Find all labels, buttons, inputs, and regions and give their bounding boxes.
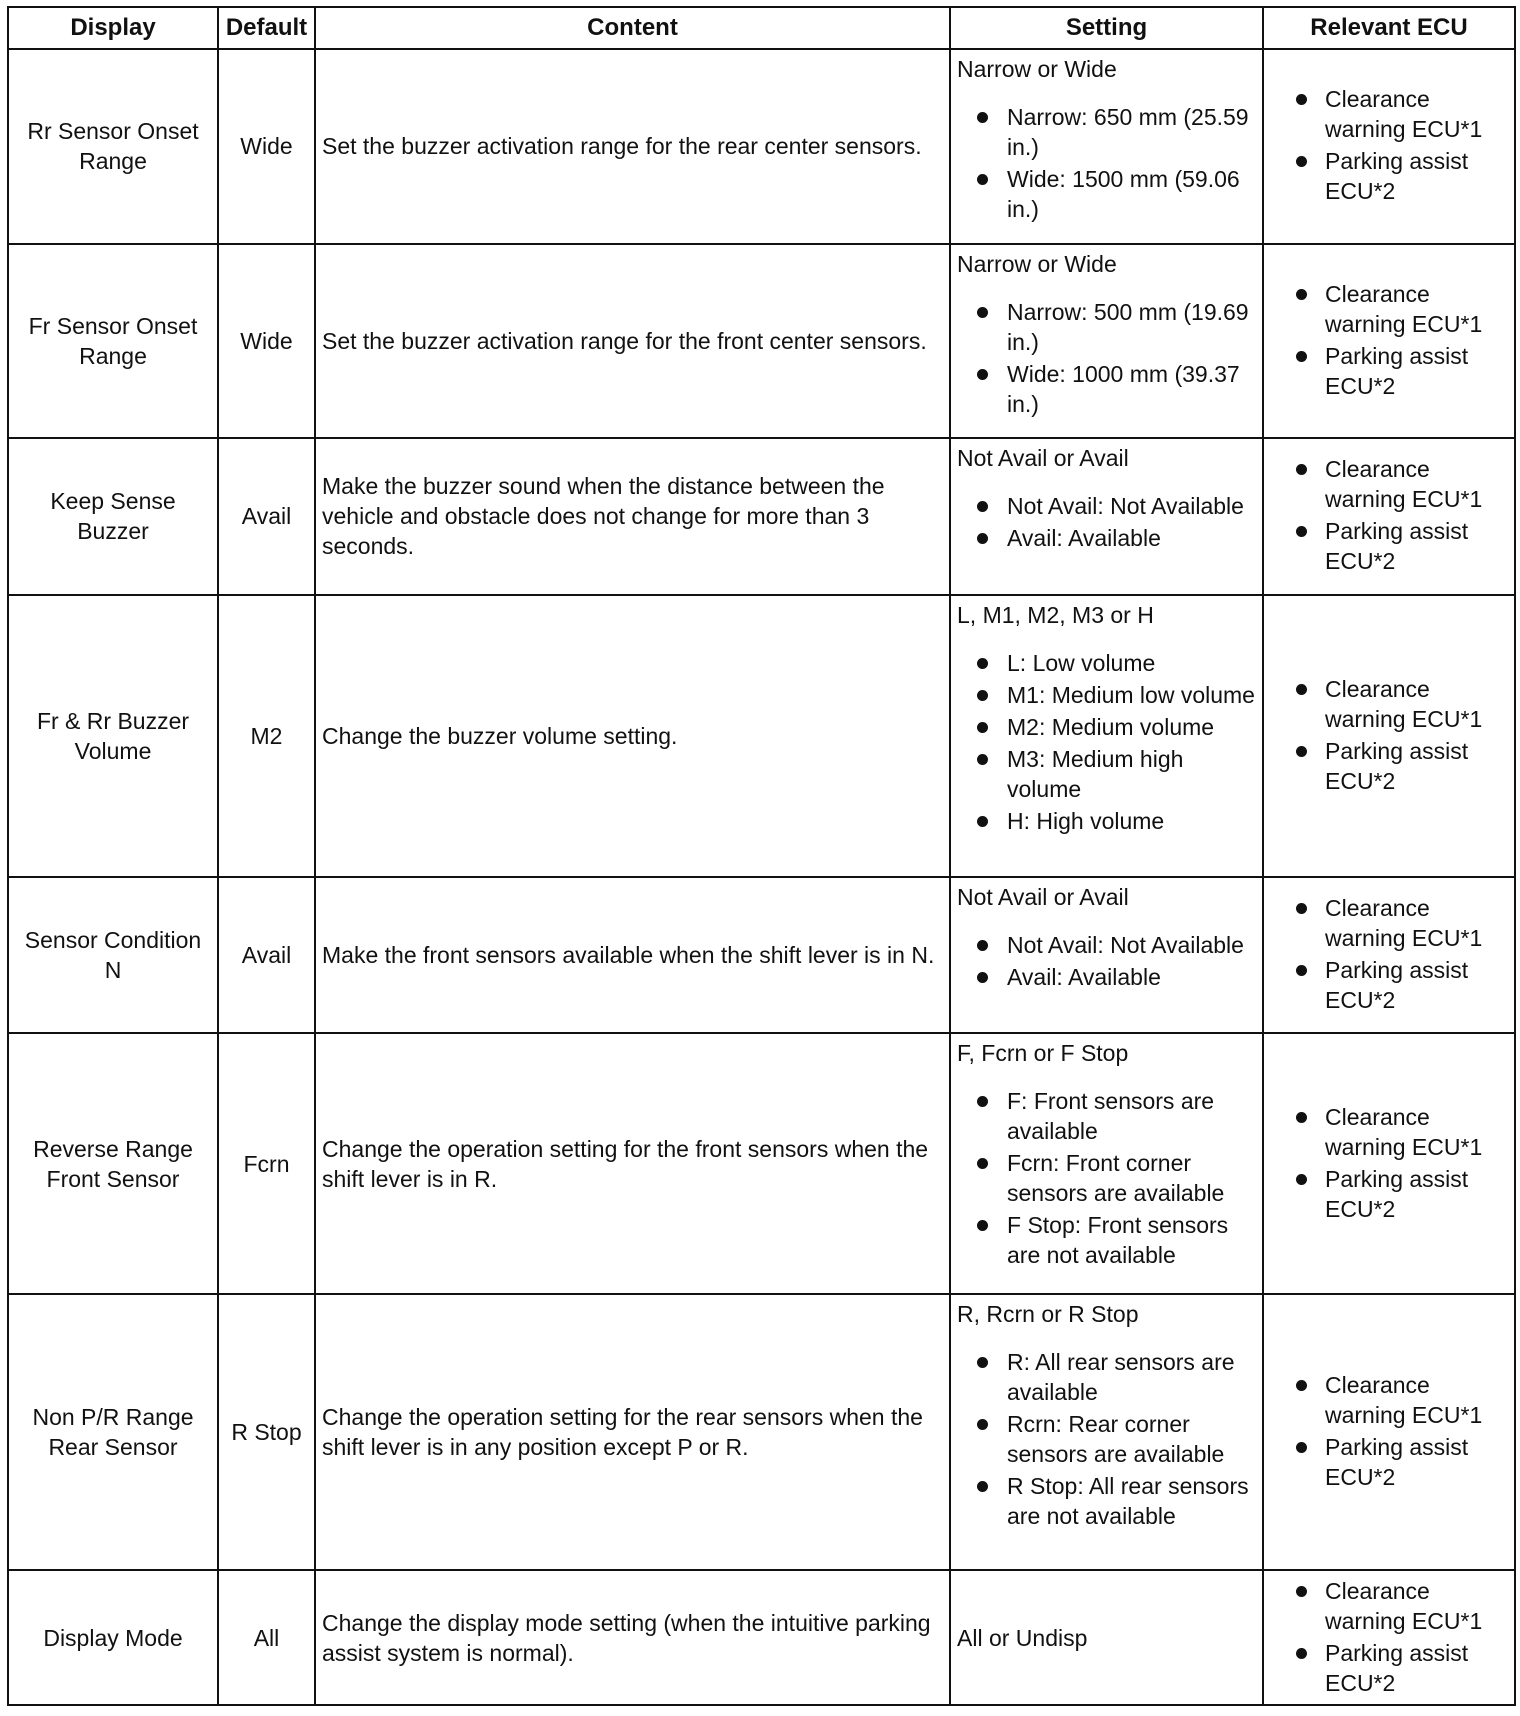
setting-list-item: Fcrn: Front corner sensors are available <box>957 1148 1256 1208</box>
ecu-list-item: Clearance warning ECU*1 <box>1270 1576 1508 1636</box>
setting-list-item: Wide: 1500 mm (59.06 in.) <box>957 164 1256 224</box>
ecu-cell <box>1263 49 1515 244</box>
setting-list-item: F: Front sensors are available <box>957 1086 1256 1146</box>
setting-cell <box>950 438 1263 594</box>
ecu-list-item: Parking assist ECU*2 <box>1270 146 1508 206</box>
setting-list <box>957 930 1256 992</box>
setting-title: Not Avail or Avail <box>957 883 1129 910</box>
setting-list-item: M3: Medium high volume <box>957 744 1256 804</box>
table-body <box>8 49 1515 1705</box>
setting-list-item: Not Avail: Not Available <box>957 930 1256 960</box>
setting-cell <box>950 595 1263 877</box>
content-cell: Change the buzzer volume setting. <box>315 595 950 877</box>
setting-list <box>957 1347 1256 1531</box>
setting-list-item: Avail: Available <box>957 962 1256 992</box>
ecu-list-item: Clearance warning ECU*1 <box>1270 1102 1508 1162</box>
setting-title: L, M1, M2, M3 or H <box>957 601 1154 628</box>
default-cell: Avail <box>218 877 315 1033</box>
table-row <box>8 1294 1515 1570</box>
setting-list <box>957 1086 1256 1270</box>
default-cell: Wide <box>218 244 315 439</box>
ecu-cell <box>1263 1294 1515 1570</box>
ecu-list-item: Parking assist ECU*2 <box>1270 1432 1508 1492</box>
ecu-list <box>1270 674 1508 796</box>
table-row <box>8 1570 1515 1705</box>
default-cell: M2 <box>218 595 315 877</box>
ecu-cell <box>1263 1033 1515 1294</box>
ecu-list-item: Clearance warning ECU*1 <box>1270 1370 1508 1430</box>
setting-title: R, Rcrn or R Stop <box>957 1301 1139 1328</box>
header-row <box>8 7 1515 49</box>
table-row <box>8 438 1515 594</box>
display-cell: Keep Sense Buzzer <box>8 438 218 594</box>
ecu-list-item: Parking assist ECU*2 <box>1270 1164 1508 1224</box>
ecu-list-item: Parking assist ECU*2 <box>1270 341 1508 401</box>
ecu-list-item: Parking assist ECU*2 <box>1270 736 1508 796</box>
content-cell: Change the operation setting for the front sensors when the shift lever is in R. <box>315 1033 950 1294</box>
ecu-list <box>1270 893 1508 1015</box>
default-cell: Avail <box>218 438 315 594</box>
setting-cell <box>950 244 1263 439</box>
setting-list-item: Narrow: 500 mm (19.69 in.) <box>957 297 1256 357</box>
header-default: Default <box>218 7 315 49</box>
ecu-cell <box>1263 595 1515 877</box>
ecu-list-item: Clearance warning ECU*1 <box>1270 454 1508 514</box>
default-cell: All <box>218 1570 315 1705</box>
content-cell: Make the buzzer sound when the distance between the vehicle and obstacle does not change for more than 3 seconds. <box>315 438 950 594</box>
display-cell: Rr Sensor Onset Range <box>8 49 218 244</box>
ecu-list <box>1270 279 1508 401</box>
default-cell: Fcrn <box>218 1033 315 1294</box>
setting-list-item: R: All rear sensors are available <box>957 1347 1256 1407</box>
ecu-list-item: Parking assist ECU*2 <box>1270 955 1508 1015</box>
setting-list-item: Rcrn: Rear corner sensors are available <box>957 1409 1256 1469</box>
setting-list-item: M1: Medium low volume <box>957 680 1256 710</box>
ecu-list-item: Clearance warning ECU*1 <box>1270 674 1508 734</box>
header-relevant-ecu: Relevant ECU <box>1263 7 1515 49</box>
table-row <box>8 877 1515 1033</box>
content-cell: Change the operation setting for the rear sensors when the shift lever is in any position except P or R. <box>315 1294 950 1570</box>
ecu-list <box>1270 1370 1508 1492</box>
setting-title: Narrow or Wide <box>957 56 1117 82</box>
setting-cell <box>950 1570 1263 1705</box>
setting-list <box>957 491 1256 553</box>
ecu-list-item: Clearance warning ECU*1 <box>1270 84 1508 144</box>
setting-cell <box>950 1294 1263 1570</box>
table-row <box>8 244 1515 439</box>
ecu-list <box>1270 1102 1508 1224</box>
setting-list <box>957 648 1256 836</box>
header-display: Display <box>8 7 218 49</box>
table-row <box>8 595 1515 877</box>
default-cell: R Stop <box>218 1294 315 1570</box>
setting-list <box>957 102 1256 224</box>
setting-list-item: H: High volume <box>957 806 1256 836</box>
ecu-cell <box>1263 438 1515 594</box>
setting-list-item: L: Low volume <box>957 648 1256 678</box>
ecu-cell <box>1263 1570 1515 1705</box>
setting-list <box>957 297 1256 419</box>
content-cell: Set the buzzer activation range for the front center sensors. <box>315 244 950 439</box>
table-row <box>8 1033 1515 1294</box>
setting-list-item: Narrow: 650 mm (25.59 in.) <box>957 102 1256 162</box>
display-cell: Sensor Condition N <box>8 877 218 1033</box>
setting-cell <box>950 877 1263 1033</box>
settings-table <box>7 6 1516 1706</box>
ecu-list <box>1270 1576 1508 1698</box>
setting-cell <box>950 49 1263 244</box>
setting-list-item: Avail: Available <box>957 523 1256 553</box>
content-cell: Set the buzzer activation range for the rear center sensors. <box>315 49 950 244</box>
display-cell: Fr & Rr Buzzer Volume <box>8 595 218 877</box>
content-cell: Make the front sensors available when the shift lever is in N. <box>315 877 950 1033</box>
header-content: Content <box>315 7 950 49</box>
setting-list-item: Wide: 1000 mm (39.37 in.) <box>957 359 1256 419</box>
setting-title: Not Avail or Avail <box>957 445 1129 472</box>
ecu-cell <box>1263 244 1515 439</box>
ecu-list <box>1270 84 1508 206</box>
display-cell: Fr Sensor Onset Range <box>8 244 218 439</box>
setting-list-item: F Stop: Front sensors are not available <box>957 1210 1256 1270</box>
content-cell: Change the display mode setting (when the intuitive parking assist system is normal). <box>315 1570 950 1705</box>
setting-title: All or Undisp <box>957 1624 1088 1651</box>
ecu-list-item: Parking assist ECU*2 <box>1270 1638 1508 1698</box>
default-cell: Wide <box>218 49 315 244</box>
header-setting: Setting <box>950 7 1263 49</box>
display-cell: Non P/R Range Rear Sensor <box>8 1294 218 1570</box>
setting-list-item: M2: Medium volume <box>957 712 1256 742</box>
display-cell: Reverse Range Front Sensor <box>8 1033 218 1294</box>
ecu-list <box>1270 454 1508 576</box>
setting-title: Narrow or Wide <box>957 250 1117 277</box>
setting-list-item: R Stop: All rear sensors are not available <box>957 1471 1256 1531</box>
ecu-list-item: Clearance warning ECU*1 <box>1270 279 1508 339</box>
table-row <box>8 49 1515 244</box>
ecu-list-item: Parking assist ECU*2 <box>1270 516 1508 576</box>
setting-title: F, Fcrn or F Stop <box>957 1040 1129 1067</box>
setting-cell <box>950 1033 1263 1294</box>
ecu-list-item: Clearance warning ECU*1 <box>1270 893 1508 953</box>
display-cell: Display Mode <box>8 1570 218 1705</box>
setting-list-item: Not Avail: Not Available <box>957 491 1256 521</box>
ecu-cell <box>1263 877 1515 1033</box>
